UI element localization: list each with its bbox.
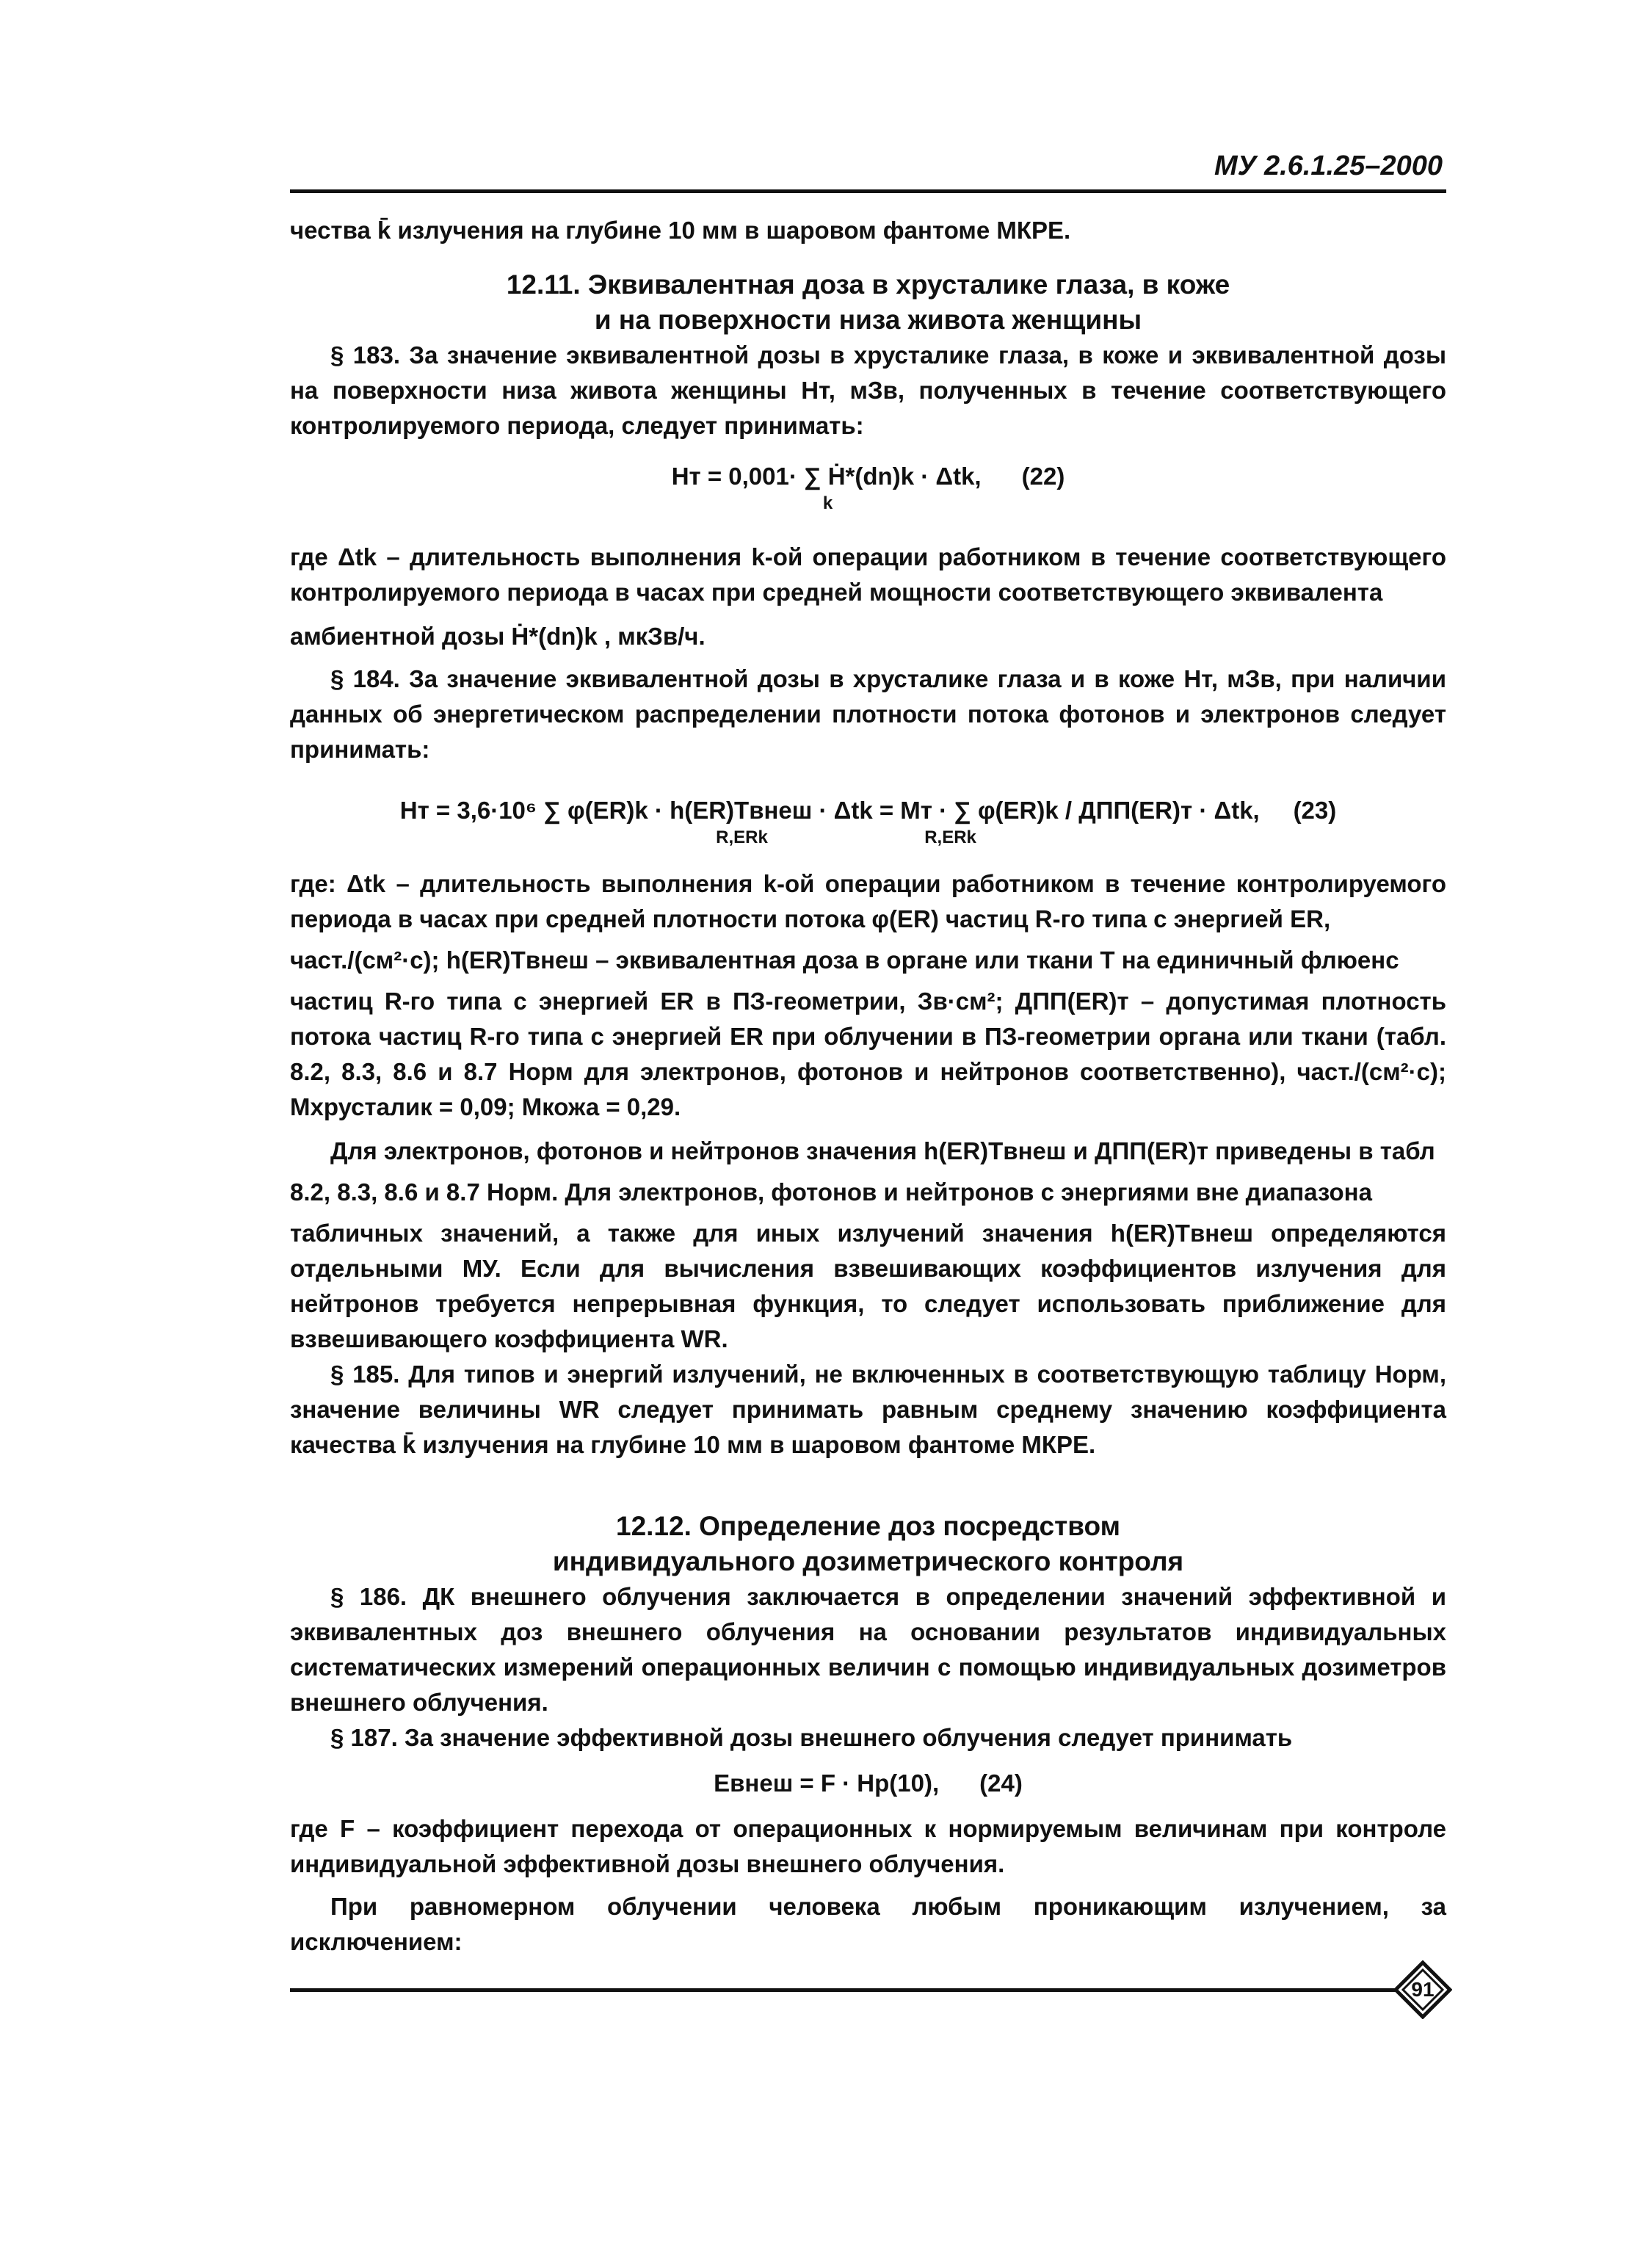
block-12-12 — [290, 1509, 1446, 1960]
block-184-where — [290, 866, 1446, 1463]
paragraph-183-where-2: амбиентной дозы Ḣ*(dn)k , мкЗв/ч. — [290, 623, 706, 650]
formula-23-expression: Hт = 3,6·10⁶ ∑ φ(ER)k · h(ER)Tвнеш · Δtk = Mт · ∑ φ(ER)k / ДПП(ER)т · Δtk, — [399, 797, 1260, 824]
block-top — [290, 213, 1446, 443]
paragraph-184: § 184. За значение эквивалентной дозы в хрусталике глаза и в коже Hт, мЗв, при наличии данных об энергетическом распределении плотности потока фотонов и электронов следует принимать: — [290, 665, 1446, 763]
formula-24-expression: Eвнеш = F · Hp(10), — [714, 1769, 940, 1797]
paragraph-184-where-2: част./(см²·с); h(ER)Tвнеш – эквивалентная доза в органе или ткани T на единичный флюенс — [290, 946, 1399, 974]
document-code: МУ 2.6.1.25–2000 — [1214, 151, 1443, 181]
formula-24-number: (24) — [979, 1769, 1023, 1797]
paragraph-last: При равномерном облучении человека любым проникающим излучением, за исключением: — [290, 1893, 1446, 1955]
paragraph-intro: чества k̄ излучения на глубине 10 мм в шаровом фантоме МКРЕ. — [290, 217, 1071, 244]
formula-22 — [290, 459, 1446, 494]
formula-23-number: (23) — [1293, 797, 1337, 824]
paragraph-values-2: 8.2, 8.3, 8.6 и 8.7 Норм. Для электронов, фотонов и нейтронов с энергиями вне диапазона — [290, 1178, 1372, 1206]
paragraph-values-3: табличных значений, а также для иных излучений значения h(ER)Tвнеш определяются отдельными МУ. Если для вычисления взвешивающих коэффициентов излучения для нейтронов требуется непрерывная функция, то следует использовать приближение для взвешивающего коэффициента WR. — [290, 1220, 1446, 1352]
formula-23 — [290, 793, 1446, 828]
page-number-badge — [1393, 1960, 1452, 2019]
paragraph-187: § 187. За значение эффективной дозы внешнего облучения следует принимать — [330, 1724, 1293, 1751]
paragraph-183: § 183. За значение эквивалентной дозы в хрусталике глаза, в коже и эквивалентной дозы на поверхности низа живота женщины Hт, мЗв, полученных в течение соответствующего контролируемого периода, следует принимать: — [290, 341, 1446, 439]
section-title-12-12-line1: 12.12. Определение доз посредством — [616, 1511, 1120, 1541]
paragraph-185: § 185. Для типов и энергий излучений, не включенных в соответствующую таблицу Норм, значение величины WR следует принимать равным среднему значению коэффициента качества k̄ излучения на глубине 10 мм в шаровом фантоме МКРЕ. — [290, 1361, 1446, 1458]
paragraph-values-1: Для электронов, фотонов и нейтронов значения h(ER)Tвнеш и ДПП(ER)т приведены в табл — [330, 1137, 1435, 1164]
section-title-12-11-line1: 12.11. Эквивалентная доза в хрусталике глаза, в коже — [506, 269, 1230, 300]
paragraph-184-where-1: где: Δtk – длительность выполнения k-ой операции работником в течение контролируемого периода в часах при средней плотности потока φ(ER) частиц R-го типа с энергией ER, — [290, 870, 1446, 932]
paragraph-187-where: где F – коэффициент перехода от операционных к нормируемым величинам при контроле индивидуальной эффективной дозы внешнего облучения. — [290, 1815, 1446, 1877]
paragraph-184-where-3: частиц R-го типа с энергией ER в ПЗ-геометрии, Зв·см²; ДПП(ER)т – допустимая плотность потока частиц R-го типа с энергией ER при облучении в ПЗ-геометрии органа или ткани (табл. 8.2, 8.3, 8.6 и 8.7 Норм для электронов, фотонов и нейтронов соответственно), част./(см²·с); Mхрусталик = 0,09; Mкожа = 0,29. — [290, 988, 1446, 1120]
formula-24 — [290, 1766, 1446, 1801]
section-title-12-12-line2: индивидуального дозиметрического контроля — [552, 1546, 1184, 1576]
block-183-where — [290, 540, 1446, 767]
header-rule — [290, 189, 1446, 193]
section-title-12-11-line2: и на поверхности низа живота женщины — [594, 305, 1142, 335]
paragraph-183-where-1: где Δtk – длительность выполнения k-ой операции работником в течение соответствующего контролируемого периода в часах при средней мощности соответствующего эквивалента — [290, 543, 1446, 606]
footer-rule — [290, 1988, 1399, 1992]
formula-23-block — [290, 793, 1446, 847]
formula-22-number: (22) — [1021, 463, 1065, 490]
paragraph-186: § 186. ДК внешнего облучения заключается в определении значений эффективной и эквивалентных доз внешнего облучения на основании результатов индивидуальных систематических измерений операционных величин с помощью индивидуальных дозиметров внешнего облучения. — [290, 1583, 1446, 1716]
formula-23-sum-index: R,ERk R,ERk — [716, 827, 976, 847]
formula-22-expression: Hт = 0,001· ∑ Ḣ*(dn)k · Δtk, — [671, 463, 982, 490]
page-number: 91 — [1411, 1978, 1435, 2001]
formula-22-sum-index: k — [822, 493, 833, 513]
formula-22-block — [290, 459, 1446, 513]
